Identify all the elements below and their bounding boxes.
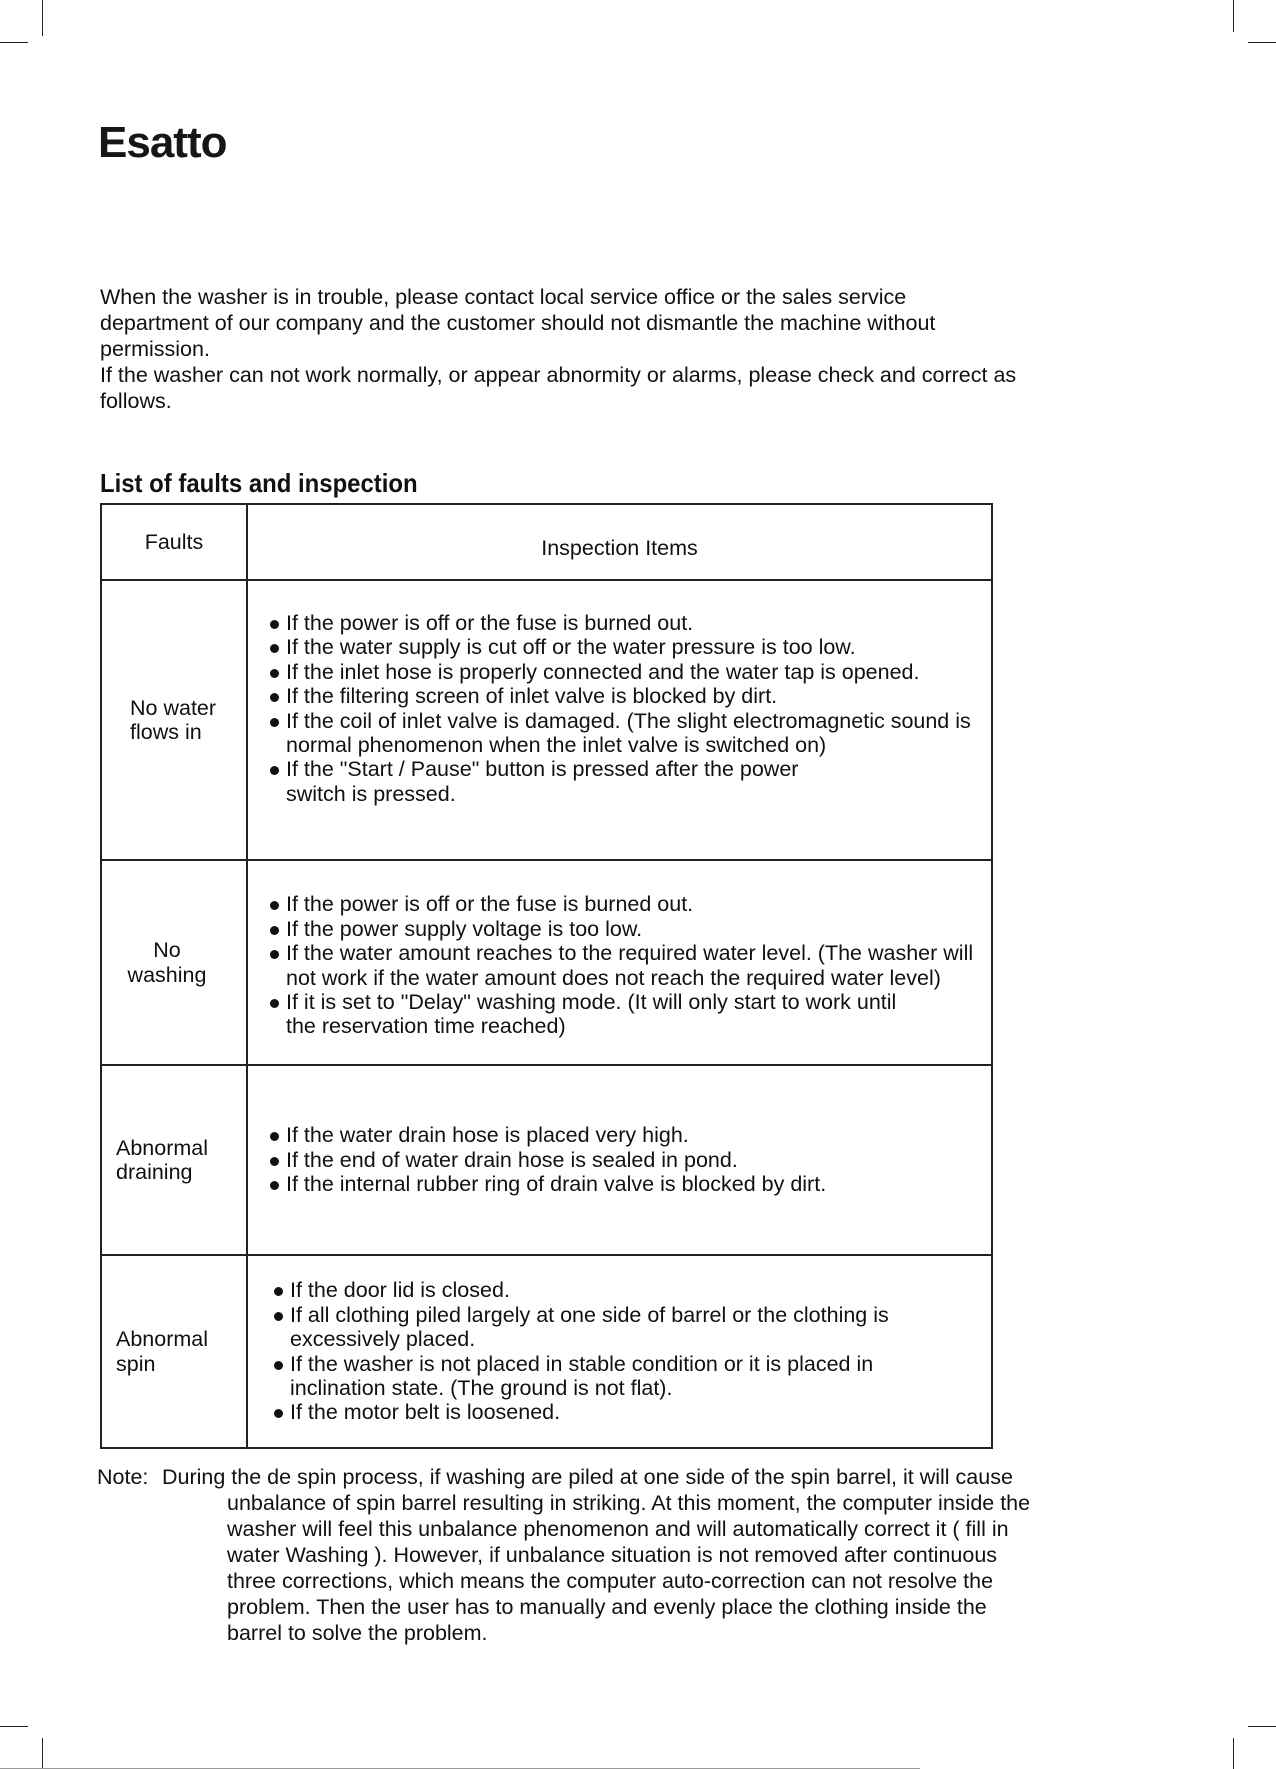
fault-label: No water flows in [130,695,217,744]
inspection-items [247,860,992,1065]
inspection-list [270,611,991,806]
list-item: If it is set to "Delay" washing mode. (It will only start to work until the reservation time reached) [270,990,991,1039]
intro-paragraph-1: When the washer is in trouble, please contact local service office or the sales service department of our company and the customer should not dismantle the machine without permission. [100,285,936,361]
fault-label: Abnormal spin [116,1327,209,1376]
fault-name [101,860,247,1065]
crop-mark-bottom-right-horizontal [1248,1726,1276,1727]
crop-mark-bottom-left-horizontal [0,1726,28,1727]
crop-mark-top-right-vertical [1233,0,1234,32]
header-faults: Faults [101,504,247,580]
inspection-list [274,1278,991,1424]
fault-label: Abnormal draining [116,1135,209,1184]
crop-mark-top-left-horizontal [0,42,28,43]
inspection-list [270,892,991,1038]
list-item: If the water drain hose is placed very high. [270,1123,991,1147]
list-item: If the power supply voltage is too low. [270,917,991,941]
list-item: If the power is off or the fuse is burned out. [270,892,991,916]
crop-mark-bottom-left-vertical [42,1738,43,1769]
list-item: If the filtering screen of inlet valve is blocked by dirt. [270,684,991,708]
intro-text [100,284,1020,414]
list-item: If the motor belt is loosened. [274,1400,991,1424]
fault-name [101,1255,247,1448]
list-item: If the water supply is cut off or the water pressure is too low. [270,635,991,659]
list-item: If all clothing piled largely at one side of barrel or the clothing is excessively placed. [274,1303,991,1352]
crop-mark-bottom-right-vertical [1233,1738,1234,1769]
note [97,1464,1097,1646]
intro-paragraph-2: If the washer can not work normally, or appear abnormity or alarms, please check and correct as follows. [100,363,1017,413]
list-item: If the power is off or the fuse is burned out. [270,611,991,635]
fault-label: No washing [127,938,207,987]
fault-name [101,1065,247,1255]
list-item: If the inlet hose is properly connected and the water tap is opened. [270,660,991,684]
table-row [101,580,992,860]
list-item: If the end of water drain hose is sealed in pond. [270,1148,991,1172]
list-item: If the water amount reaches to the required water level. (The washer will not work if the water amount does not reach the required water level) [270,941,991,990]
list-item: If the "Start / Pause" button is pressed after the power switch is pressed. [270,757,991,806]
inspection-items [247,1065,992,1255]
inspection-items [247,1255,992,1448]
list-item: If the door lid is closed. [274,1278,991,1302]
header-inspection-items: Inspection Items [247,504,992,580]
note-text: During the de spin process, if washing are piled at one side of the spin barrel, it will cause unbalance of spin barrel resulting in striking. At this moment, the computer inside the washer will feel this unbalance phenomenon and will automatically correct it ( fill in water Washing ). However, if unbalance situation is not removed after continuous three corrections, which means the computer auto-correction can not resolve the problem. Then the user has to manually and evenly place the clothing inside the barrel to solve the problem. [162,1465,1031,1645]
table-row [101,1255,992,1448]
list-item: If the coil of inlet valve is damaged. (The slight electromagnetic sound is normal phenomenon when the inlet valve is switched on) [270,709,991,758]
inspection-items [247,580,992,860]
list-item: If the washer is not placed in stable condition or it is placed in inclination state. (The ground is not flat). [274,1352,991,1401]
note-label: Note: [97,1465,149,1489]
faults-table [100,503,993,1449]
section-title: List of faults and inspection [100,468,418,498]
table-row [101,860,992,1065]
fault-name [101,580,247,860]
inspection-list [270,1123,991,1196]
crop-mark-top-right-horizontal [1248,42,1276,43]
table-header-row [101,504,992,580]
brand-logo: Esatto [98,118,227,167]
crop-mark-top-left-vertical [42,0,43,36]
list-item: If the internal rubber ring of drain valve is blocked by dirt. [270,1172,991,1196]
table-row [101,1065,992,1255]
